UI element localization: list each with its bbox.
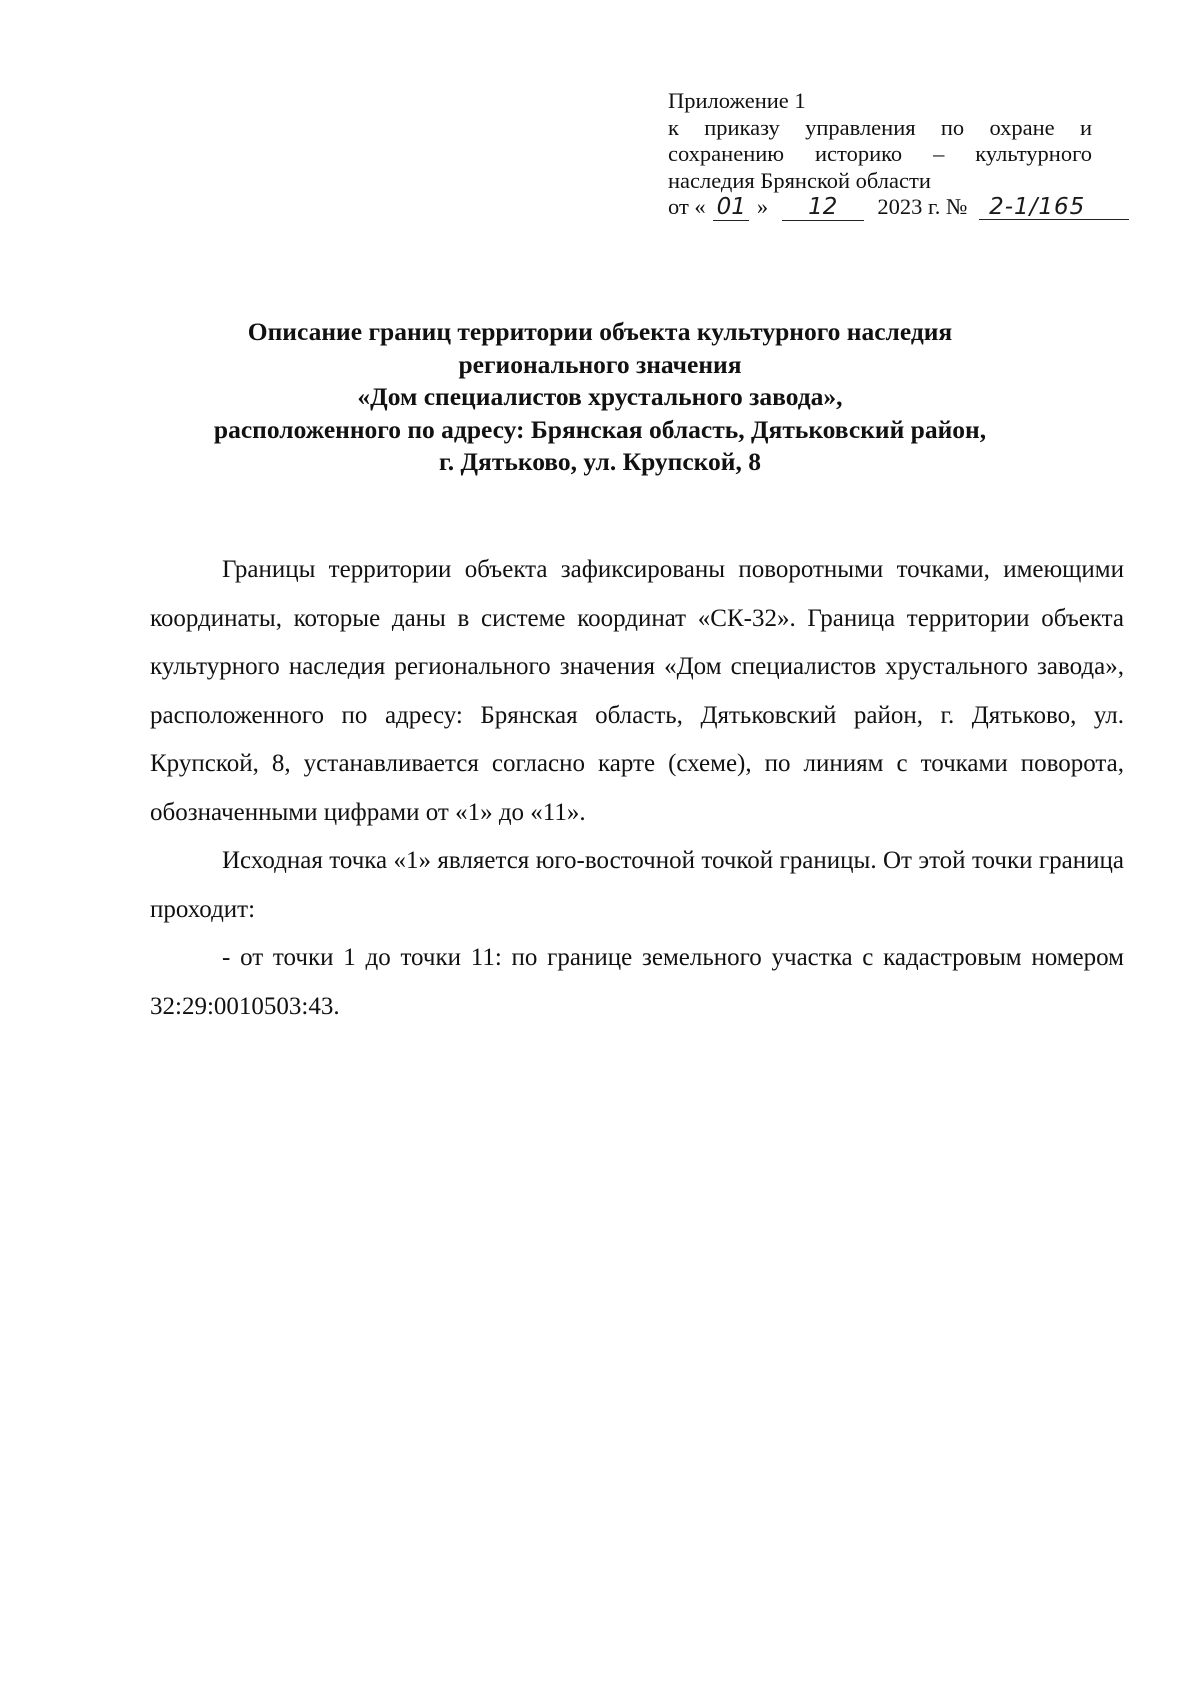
appendix-block: [668, 88, 1092, 221]
document-body: [150, 546, 1124, 1031]
body-paragraph-start-point: Исходная точка «1» является юго-восточной точкой границы. От этой точки граница проходит:: [150, 847, 1124, 923]
handwritten-month: 12: [782, 196, 864, 221]
order-date-line: [668, 194, 1092, 221]
date-prefix: от «: [668, 194, 706, 219]
appendix-order-line: к приказу управления по охране и: [668, 114, 1092, 140]
title-line-1: Описание границ территории объекта культурного наследия: [247, 317, 953, 346]
title-line-4: расположенного по адресу: Брянская область, Дятьковский район,: [213, 414, 987, 444]
date-mid: »: [756, 194, 769, 219]
year-text: 2023 г. №: [877, 194, 968, 219]
handwritten-day: 01: [713, 196, 749, 221]
title-line-3: «Дом специалистов хрустального завода»,: [357, 382, 843, 411]
appendix-title: Приложение 1: [668, 88, 806, 113]
document-title: [150, 316, 1050, 479]
body-paragraph-boundaries: Границы территории объекта зафиксированы поворотными точками, имеющими координаты, которые даны в системе координат «СК-32». Граница территории объекта культурного наследия регионального значения «Дом специалистов хрустального завода», расположенного по адресу: Брянская область, Дятьковский район, г. Дятьково, ул. Крупской, 8, устанавливается согласно карте (схеме), по линиям с точками поворота, обозначенными цифрами от «1» до «11».: [150, 556, 1124, 826]
appendix-region-line: наследия Брянской области: [668, 167, 931, 193]
body-paragraph-segment: - от точки 1 до точки 11: по границе земельного участка с кадастровым номером 32:29:0010503:43.: [150, 944, 1124, 1020]
appendix-heritage-line: сохранению историко – культурного: [668, 141, 1092, 166]
handwritten-order-number: 2-1/165: [979, 196, 1129, 220]
title-line-2: регионального значения: [458, 349, 742, 379]
title-line-5: г. Дятьково, ул. Крупской, 8: [439, 447, 761, 476]
